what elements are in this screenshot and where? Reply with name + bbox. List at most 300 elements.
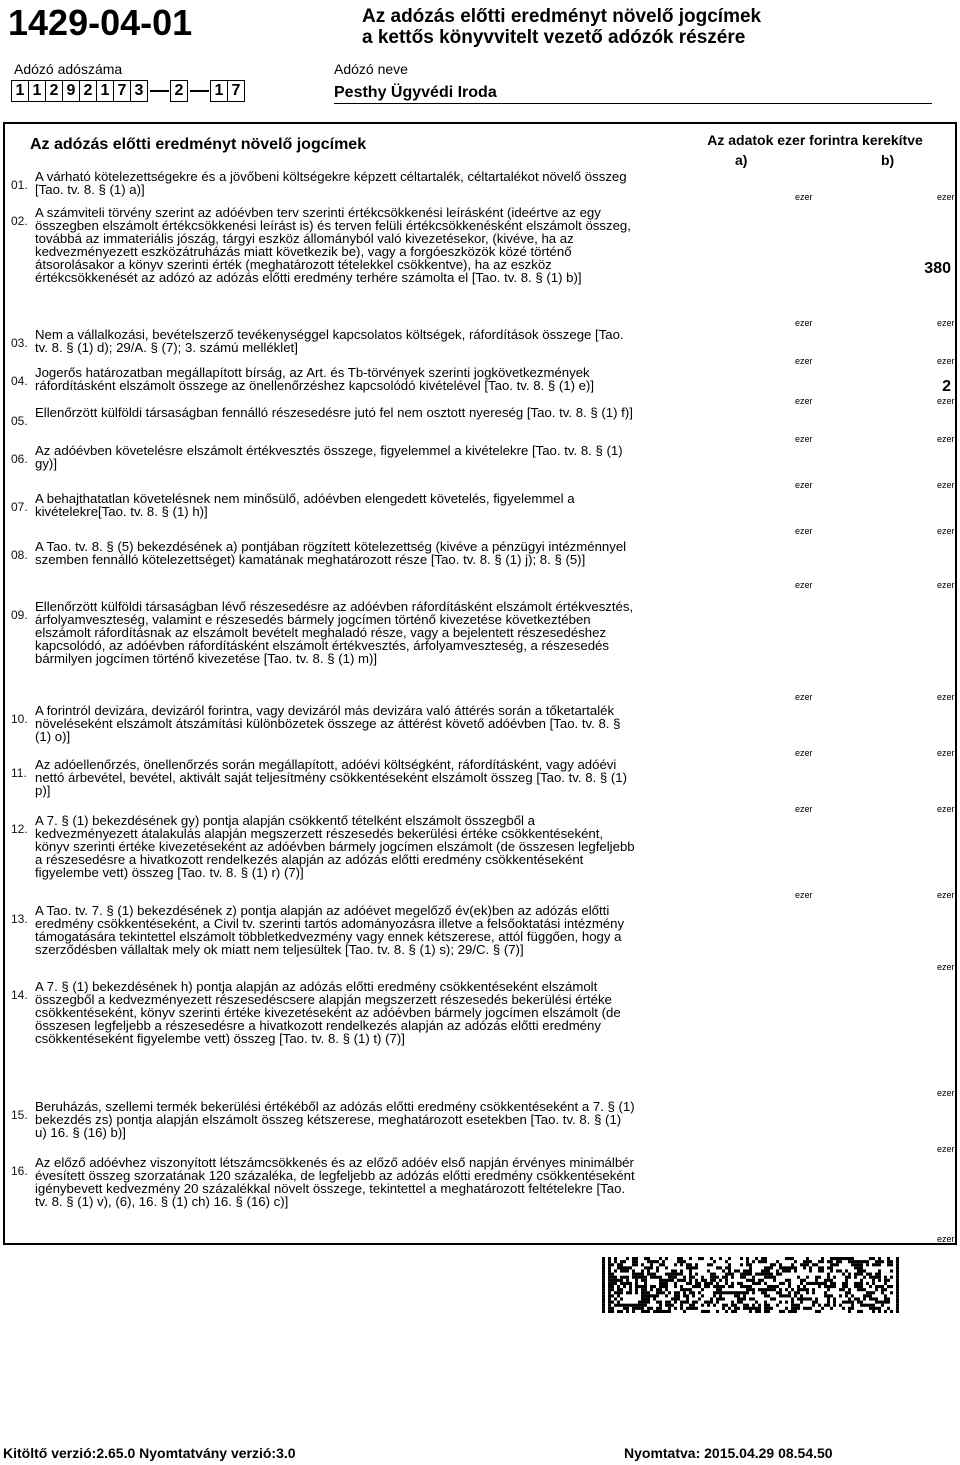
barcode-module — [815, 1282, 818, 1285]
barcode-module — [767, 1273, 770, 1276]
barcode-module — [884, 1310, 887, 1313]
barcode-module — [776, 1291, 779, 1294]
barcode-module — [824, 1304, 827, 1307]
barcode-module — [896, 1273, 899, 1276]
barcode-module — [776, 1304, 779, 1307]
barcode-module — [776, 1260, 779, 1263]
barcode-module — [836, 1269, 839, 1272]
barcode-module — [686, 1288, 689, 1291]
barcode-module — [743, 1307, 746, 1310]
barcode-module — [602, 1297, 605, 1300]
barcode-module — [830, 1282, 833, 1285]
barcode-module — [650, 1307, 653, 1310]
barcode-module — [782, 1266, 785, 1269]
barcode-module — [791, 1301, 794, 1304]
barcode-module — [764, 1273, 767, 1276]
barcode-module — [692, 1304, 695, 1307]
barcode-module — [818, 1310, 821, 1313]
value-b[interactable]: 2 — [942, 378, 951, 395]
barcode-module — [878, 1279, 881, 1282]
barcode-module — [665, 1257, 668, 1260]
barcode-module — [608, 1288, 611, 1291]
barcode-module — [707, 1285, 710, 1288]
barcode-module — [887, 1297, 890, 1300]
tax-id-digit: 2 — [170, 80, 188, 102]
barcode-module — [803, 1285, 806, 1288]
barcode-module — [692, 1285, 695, 1288]
barcode-module — [818, 1304, 821, 1307]
barcode-module — [704, 1279, 707, 1282]
row-description: Nem a vállalkozási, bevételszerző tevékenységgel kapcsolatos költségek, ráfordítások összege [Tao. tv. 8. § (1) d); 29/A. § (7); 3. számú melléklet] — [35, 327, 624, 355]
barcode-module — [611, 1307, 614, 1310]
barcode-module — [743, 1276, 746, 1279]
barcode-module — [896, 1282, 899, 1285]
barcode-module — [614, 1276, 617, 1279]
barcode-module — [875, 1273, 878, 1276]
barcode-module — [779, 1301, 782, 1304]
value-b[interactable]: 380 — [924, 260, 951, 277]
barcode-module — [725, 1273, 728, 1276]
barcode-module — [602, 1279, 605, 1282]
barcode-module — [854, 1285, 857, 1288]
barcode-module — [737, 1297, 740, 1300]
barcode-module — [878, 1285, 881, 1288]
barcode-module — [608, 1260, 611, 1263]
barcode-module — [857, 1269, 860, 1272]
barcode-module — [629, 1285, 632, 1288]
barcode-module — [602, 1269, 605, 1272]
barcode-module — [761, 1257, 764, 1260]
barcode-module — [608, 1282, 611, 1285]
unit-label-a: ezer — [795, 480, 813, 490]
section-title: Az adózás előtti eredményt növelő jogcímek — [30, 136, 367, 153]
barcode-module — [620, 1260, 623, 1263]
barcode-module — [833, 1263, 836, 1266]
barcode-module — [656, 1266, 659, 1269]
barcode-module — [872, 1304, 875, 1307]
barcode-module — [668, 1304, 671, 1307]
barcode-module — [743, 1304, 746, 1307]
barcode-module — [707, 1301, 710, 1304]
barcode-module — [677, 1273, 680, 1276]
tax-id-group-1 — [12, 80, 148, 102]
barcode-module — [887, 1285, 890, 1288]
barcode-module — [767, 1285, 770, 1288]
barcode-module — [602, 1294, 605, 1297]
barcode-module — [683, 1301, 686, 1304]
barcode-module — [689, 1266, 692, 1269]
unit-label-b: ezer — [937, 1234, 955, 1244]
barcode-module — [848, 1288, 851, 1291]
barcode-module — [761, 1288, 764, 1291]
barcode-module — [848, 1260, 851, 1263]
barcode-module — [872, 1282, 875, 1285]
barcode-module — [614, 1257, 617, 1260]
barcode-module — [857, 1266, 860, 1269]
barcode-module — [842, 1307, 845, 1310]
barcode-module — [752, 1304, 755, 1307]
barcode-module — [614, 1297, 617, 1300]
barcode-module — [800, 1263, 803, 1266]
barcode-module — [644, 1297, 647, 1300]
barcode-module — [770, 1276, 773, 1279]
barcode-module — [629, 1304, 632, 1307]
barcode-module — [716, 1282, 719, 1285]
barcode-module — [800, 1301, 803, 1304]
barcode-module — [836, 1263, 839, 1266]
barcode-module — [608, 1297, 611, 1300]
barcode-module — [749, 1273, 752, 1276]
barcode-module — [854, 1297, 857, 1300]
barcode-module — [884, 1276, 887, 1279]
barcode-module — [770, 1307, 773, 1310]
barcode-module — [848, 1276, 851, 1279]
barcode-module — [668, 1291, 671, 1294]
barcode-module — [749, 1307, 752, 1310]
barcode-module — [815, 1276, 818, 1279]
barcode-module — [608, 1310, 611, 1313]
barcode-module — [647, 1260, 650, 1263]
barcode-module — [674, 1269, 677, 1272]
barcode-module — [818, 1276, 821, 1279]
barcode-module — [794, 1269, 797, 1272]
barcode-module — [788, 1291, 791, 1294]
barcode-module — [818, 1285, 821, 1288]
tax-id-field[interactable] — [12, 80, 245, 102]
barcode-module — [707, 1269, 710, 1272]
barcode-module — [830, 1279, 833, 1282]
barcode-module — [731, 1285, 734, 1288]
barcode-module — [647, 1294, 650, 1297]
barcode-module — [719, 1279, 722, 1282]
barcode-module — [872, 1291, 875, 1294]
barcode-module — [632, 1273, 635, 1276]
barcode-module — [785, 1301, 788, 1304]
barcode-module — [695, 1307, 698, 1310]
barcode-module — [659, 1276, 662, 1279]
barcode-module — [809, 1260, 812, 1263]
barcode-module — [644, 1285, 647, 1288]
barcode-module — [683, 1294, 686, 1297]
barcode-module — [623, 1304, 626, 1307]
barcode-module — [749, 1279, 752, 1282]
barcode-module — [638, 1285, 641, 1288]
barcode-module — [722, 1269, 725, 1272]
barcode-module — [764, 1269, 767, 1272]
barcode-module — [875, 1307, 878, 1310]
barcode-module — [713, 1304, 716, 1307]
barcode-module — [767, 1307, 770, 1310]
barcode-module — [842, 1285, 845, 1288]
barcode-module — [842, 1257, 845, 1260]
barcode-module — [758, 1260, 761, 1263]
barcode-module — [707, 1304, 710, 1307]
barcode-module — [632, 1269, 635, 1272]
unit-label-b: ezer — [937, 1144, 955, 1154]
unit-label-a: ezer — [795, 192, 813, 202]
barcode-module — [806, 1307, 809, 1310]
row-description: A forintról devizára, devizáról forintra, vagy devizáról más devizára való áttérés során a tőketartalék növeléseként elszámolt átszámítási különbözetek összege az áttérést követő adóévben [Tao. tv. 8. § (1) o)] — [35, 703, 621, 744]
barcode-module — [755, 1301, 758, 1304]
barcode-module — [827, 1266, 830, 1269]
barcode-module — [812, 1304, 815, 1307]
barcode-module — [638, 1301, 641, 1304]
barcode-module — [641, 1276, 644, 1279]
barcode-module — [647, 1297, 650, 1300]
unit-label-b: ezer — [937, 580, 955, 590]
form-table — [3, 122, 957, 1245]
barcode-module — [860, 1266, 863, 1269]
unit-label-b: ezer — [937, 1088, 955, 1098]
barcode-module — [617, 1288, 620, 1291]
barcode-module — [755, 1310, 758, 1313]
barcode-module — [791, 1310, 794, 1313]
barcode-module — [677, 1279, 680, 1282]
barcode-module — [617, 1279, 620, 1282]
barcode-module — [848, 1310, 851, 1313]
barcode-module — [680, 1273, 683, 1276]
barcode-module — [707, 1310, 710, 1313]
barcode-module — [827, 1304, 830, 1307]
barcode-module — [779, 1266, 782, 1269]
barcode-module — [845, 1294, 848, 1297]
tax-id-digit: 9 — [62, 80, 80, 102]
barcode-module — [602, 1301, 605, 1304]
barcode-module — [890, 1263, 893, 1266]
barcode-module — [758, 1273, 761, 1276]
barcode-module — [881, 1285, 884, 1288]
tax-id-digit: 7 — [113, 80, 131, 102]
barcode-module — [689, 1288, 692, 1291]
barcode-module — [827, 1260, 830, 1263]
barcode-module — [692, 1294, 695, 1297]
barcode-module — [602, 1307, 605, 1310]
barcode-module — [674, 1297, 677, 1300]
barcode-module — [791, 1297, 794, 1300]
unit-label-b: ezer — [937, 962, 955, 972]
barcode-module — [875, 1301, 878, 1304]
barcode-module — [818, 1269, 821, 1272]
barcode-module — [740, 1291, 743, 1294]
barcode-module — [701, 1276, 704, 1279]
barcode-module — [830, 1307, 833, 1310]
barcode-module — [731, 1310, 734, 1313]
barcode-module — [767, 1288, 770, 1291]
barcode-module — [809, 1266, 812, 1269]
barcode-module — [713, 1260, 716, 1263]
barcode-module — [740, 1257, 743, 1260]
barcode-module — [761, 1273, 764, 1276]
barcode-module — [608, 1269, 611, 1272]
barcode-module — [821, 1257, 824, 1260]
barcode-module — [764, 1257, 767, 1260]
barcode-module — [875, 1288, 878, 1291]
form-title-line2: a kettős könyvvitelt vezető adózók részére — [362, 27, 746, 48]
barcode-module — [809, 1269, 812, 1272]
row-description: A Tao. tv. 8. § (5) bekezdésének a) pontjában rögzített kötelezettség (kivéve a pénzügyi intézménnyel szemben fennálló kötelezettséget) kamatának meghatározott része [Tao. tv. 8. § (1) j); 8. § (5)] — [35, 539, 627, 567]
barcode-module — [635, 1276, 638, 1279]
barcode-module — [896, 1269, 899, 1272]
barcode-module — [677, 1257, 680, 1260]
barcode-module — [887, 1307, 890, 1310]
barcode-module — [728, 1269, 731, 1272]
barcode-module — [824, 1285, 827, 1288]
barcode-module — [809, 1307, 812, 1310]
barcode-module — [779, 1263, 782, 1266]
barcode-module — [734, 1304, 737, 1307]
barcode-module — [743, 1269, 746, 1272]
barcode-module — [668, 1301, 671, 1304]
row-description: A 7. § (1) bekezdésének h) pontja alapján az adózás előtti eredmény csökkentéseként elszámolt összegből a kedvezményezett részesedéscsere alapján megszerzett részesedés bekerülési értéke csökkentéseként, könyv szerinti értéke kivezetéseként az adóévben bármely jogcímen elszámolt (de összesen legfeljebb a részesedésre a hivatkozott rendelkezés alapján az adózás előtti eredmény csökkentéseként figyelembe vett) összeg [Tao. tv. 8. § (1) t) (7)] — [35, 979, 621, 1046]
barcode-module — [608, 1279, 611, 1282]
barcode-module — [845, 1279, 848, 1282]
barcode-module — [719, 1285, 722, 1288]
barcode-module — [743, 1291, 746, 1294]
barcode-module — [608, 1257, 611, 1260]
unit-label-a: ezer — [795, 526, 813, 536]
barcode-module — [731, 1282, 734, 1285]
unit-label-b: ezer — [937, 890, 955, 900]
barcode-module — [764, 1260, 767, 1263]
barcode-module — [872, 1263, 875, 1266]
barcode-module — [788, 1257, 791, 1260]
barcode-module — [608, 1266, 611, 1269]
barcode-module — [752, 1291, 755, 1294]
barcode-module — [878, 1263, 881, 1266]
barcode-module — [683, 1260, 686, 1263]
barcode-module — [680, 1288, 683, 1291]
barcode-module — [716, 1310, 719, 1313]
barcode-module — [890, 1285, 893, 1288]
barcode-module — [671, 1273, 674, 1276]
barcode-module — [602, 1285, 605, 1288]
tax-id-digit: 1 — [28, 80, 46, 102]
barcode-module — [794, 1310, 797, 1313]
barcode-module — [692, 1307, 695, 1310]
barcode-module — [731, 1273, 734, 1276]
barcode-module — [602, 1257, 605, 1260]
barcode-module — [641, 1269, 644, 1272]
barcode-module — [644, 1288, 647, 1291]
barcode-module — [764, 1291, 767, 1294]
barcode-module — [806, 1282, 809, 1285]
barcode-module — [710, 1279, 713, 1282]
form-title-line1: Az adózás előtti eredményt növelő jogcímek — [362, 6, 762, 27]
barcode-module — [614, 1260, 617, 1263]
barcode-module — [602, 1273, 605, 1276]
barcode-module — [737, 1291, 740, 1294]
column-a-label: a) — [735, 152, 748, 168]
barcode-module — [809, 1297, 812, 1300]
barcode-module — [758, 1288, 761, 1291]
barcode-module — [635, 1279, 638, 1282]
barcode-module — [824, 1282, 827, 1285]
barcode-module — [728, 1263, 731, 1266]
barcode-module — [662, 1285, 665, 1288]
barcode-module — [701, 1310, 704, 1313]
barcode-module — [680, 1304, 683, 1307]
barcode-module — [746, 1279, 749, 1282]
barcode-module — [623, 1269, 626, 1272]
barcode-module — [821, 1282, 824, 1285]
barcode-module — [884, 1288, 887, 1291]
barcode-module — [680, 1285, 683, 1288]
barcode-module — [812, 1263, 815, 1266]
barcode-module — [662, 1263, 665, 1266]
barcode-module — [860, 1285, 863, 1288]
taxpayer-name-field[interactable]: Pesthy Ügyvédi Iroda — [334, 84, 932, 104]
barcode-module — [665, 1310, 668, 1313]
barcode-module — [635, 1260, 638, 1263]
tax-id-separator — [148, 80, 171, 102]
barcode-module — [731, 1301, 734, 1304]
barcode-module — [794, 1304, 797, 1307]
barcode-module — [866, 1273, 869, 1276]
barcode-module — [659, 1288, 662, 1291]
barcode-module — [863, 1276, 866, 1279]
barcode-module — [716, 1291, 719, 1294]
barcode-module — [614, 1282, 617, 1285]
barcode-module — [863, 1260, 866, 1263]
row-number: 09. — [11, 608, 28, 622]
barcode-module — [755, 1282, 758, 1285]
barcode-module — [797, 1288, 800, 1291]
barcode-module — [851, 1257, 854, 1260]
row-description: Ellenőrzött külföldi társaságban fennálló részesedésre jutó fel nem osztott nyereség [Tao. tv. 8. § (1) f)] — [35, 405, 633, 420]
barcode-module — [866, 1294, 869, 1297]
barcode-module — [881, 1291, 884, 1294]
barcode-module — [836, 1257, 839, 1260]
barcode-module — [644, 1310, 647, 1313]
barcode-module — [872, 1279, 875, 1282]
row-description: A Tao. tv. 7. § (1) bekezdésének z) pontja alapján az adóévet megelőző év(ek)ben az adózás előtti eredmény csökkentéseként, a Civil tv. szerinti tartós adományozásra illetve a felsőoktatási intézmény támogatására tekintettel elszámolt többletkedvezmény vagy ennek kétszerese, attól függően, hogy a szerződésben vállaltak mely ok miatt nem teljesültek [Tao. tv. 8. § (1) s); 29/C. § (7)] — [35, 903, 625, 957]
tax-id-digit: 7 — [227, 80, 245, 102]
barcode-module — [761, 1291, 764, 1294]
barcode-module — [602, 1266, 605, 1269]
barcode-module — [725, 1276, 728, 1279]
barcode-module — [677, 1260, 680, 1263]
barcode-module — [722, 1297, 725, 1300]
barcode-module — [620, 1288, 623, 1291]
barcode-module — [845, 1282, 848, 1285]
barcode-module — [680, 1260, 683, 1263]
barcode-module — [737, 1307, 740, 1310]
barcode-module — [806, 1291, 809, 1294]
row-number: 08. — [11, 548, 28, 562]
barcode-module — [626, 1307, 629, 1310]
barcode-module — [647, 1291, 650, 1294]
barcode-module — [803, 1288, 806, 1291]
barcode-module — [815, 1279, 818, 1282]
barcode-module — [725, 1291, 728, 1294]
barcode-module — [776, 1285, 779, 1288]
barcode-module — [812, 1301, 815, 1304]
barcode-module — [896, 1294, 899, 1297]
barcode-module — [683, 1288, 686, 1291]
barcode-module — [665, 1285, 668, 1288]
row-number: 12. — [11, 822, 28, 836]
barcode-module — [848, 1297, 851, 1300]
barcode-module — [608, 1294, 611, 1297]
barcode-module — [767, 1266, 770, 1269]
barcode-module — [644, 1304, 647, 1307]
barcode-module — [734, 1307, 737, 1310]
barcode-module — [845, 1285, 848, 1288]
barcode-module — [755, 1307, 758, 1310]
barcode-module — [815, 1301, 818, 1304]
barcode-module — [620, 1269, 623, 1272]
barcode-module — [617, 1304, 620, 1307]
